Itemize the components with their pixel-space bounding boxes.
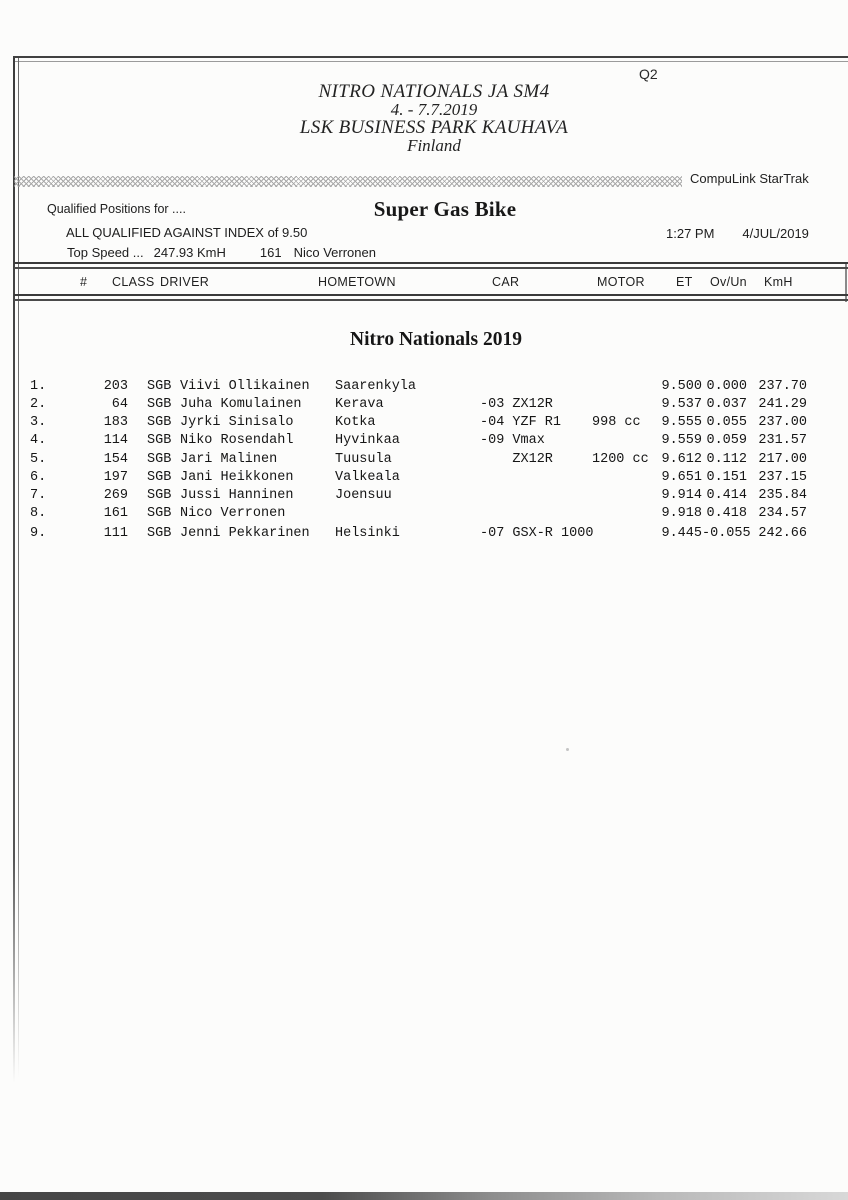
session-label: Q2 [639,66,658,82]
ovun-cell: 0.000 [706,379,747,394]
result-row [0,505,848,523]
et-cell: 9.555 [661,415,702,431]
event-country: Finland [407,136,461,155]
kmh-cell: 237.15 [758,469,807,485]
scan-speck [566,748,569,751]
bike-number-cell: 183 [103,415,128,431]
event-dates: 4. - 7.7.2019 [390,100,478,119]
col-header-number: # [80,275,88,289]
et-cell: 9.537 [661,397,702,413]
print-date: 4/JUL/2019 [742,226,809,241]
class-title: Super Gas Bike [373,197,517,221]
result-row [0,396,848,414]
ovun-cell: 0.418 [706,505,747,521]
kmh-cell: 235.84 [758,487,807,503]
driver-cell: Viivi Ollikainen [180,379,310,394]
rank-cell: 5. [30,451,47,467]
ovun-cell: 0.059 [706,433,747,449]
bike-number-cell: 114 [103,433,128,449]
bike-number-cell: 203 [103,379,128,394]
car-cell: -07 GSX-R 1000 [480,526,594,542]
rank-cell: 9. [30,526,47,542]
class-cell: SGB [147,526,172,542]
hometown-cell: Helsinki [335,526,400,542]
class-cell: SGB [147,487,172,503]
car-cell: -03 ZX12R [480,397,553,413]
separator-hatch-band [14,176,682,187]
event-header [10,82,848,155]
kmh-cell: 237.70 [758,379,807,394]
result-row [0,487,848,505]
class-cell: SGB [147,379,172,394]
class-cell: SGB [147,505,172,521]
ovun-cell: 0.055 [706,415,747,431]
car-cell: ZX12R [480,451,553,467]
driver-cell: Nico Verronen [180,505,286,521]
driver-cell: Jyrki Sinisalo [180,415,294,431]
kmh-cell: 241.29 [758,397,807,413]
rank-cell: 7. [30,487,47,503]
hometown-cell: Kotka [335,415,376,431]
et-cell: 9.918 [661,505,702,521]
rank-cell: 3. [30,415,47,431]
rank-cell: 6. [30,469,47,485]
col-header-motor: MOTOR [597,275,645,289]
index-line: ALL QUALIFIED AGAINST INDEX of 9.50 [66,225,308,240]
table-column-headers [0,275,848,291]
driver-cell: Jari Malinen [180,451,278,467]
ovun-cell: 0.414 [706,487,747,503]
result-row [0,451,848,469]
ovun-cell: -0.055 [702,526,751,542]
hometown-cell: Tuusula [335,451,392,467]
bike-number-cell: 161 [103,505,128,521]
result-row [0,525,848,543]
top-speed-holder-number: 161 [259,245,282,260]
print-datetime [666,226,809,241]
section-title: Nitro Nationals 2019 [350,329,522,350]
col-header-hometown: HOMETOWN [318,275,396,289]
car-cell: -04 YZF R1 [480,415,562,431]
result-row [0,414,848,432]
qualified-positions-label: Qualified Positions for .... [47,202,186,216]
kmh-cell: 234.57 [758,505,807,521]
et-cell: 9.559 [661,433,702,449]
hometown-cell: Joensuu [335,487,392,503]
kmh-cell: 217.00 [758,451,807,467]
col-header-driver: DRIVER [160,275,210,289]
kmh-cell: 231.57 [758,433,807,449]
driver-cell: Jenni Pekkarinen [180,526,310,542]
bike-number-cell: 269 [103,487,128,503]
table-header-bottom-rule [14,294,848,301]
ovun-cell: 0.112 [706,451,747,467]
driver-cell: Jani Heikkonen [180,469,294,485]
driver-cell: Juha Komulainen [180,397,302,413]
driver-cell: Jussi Hanninen [180,487,294,503]
car-cell: -09 Vmax [480,433,545,449]
results-rows [0,378,848,543]
result-row [0,469,848,487]
ovun-cell: 0.151 [706,469,747,485]
page-top-border [13,56,848,62]
bike-number-cell: 64 [111,397,128,413]
top-speed-label: Top Speed ... [67,245,144,260]
col-header-class: CLASS [112,275,155,289]
bike-number-cell: 154 [103,451,128,467]
et-cell: 9.445 [661,526,702,542]
top-speed-line [67,245,376,260]
et-cell: 9.914 [661,487,702,503]
kmh-cell: 237.00 [758,415,807,431]
col-header-ovun: Ov/Un [710,275,747,289]
ovun-cell: 0.037 [706,397,747,413]
bike-number-cell: 111 [103,526,128,542]
hometown-cell: Saarenkyla [335,379,417,394]
scan-bottom-edge [0,1192,848,1200]
top-speed-value: 247.93 KmH [153,245,226,260]
rank-cell: 2. [30,397,47,413]
col-header-kmh: KmH [764,275,793,289]
driver-cell: Niko Rosendahl [180,433,294,449]
result-row [0,378,848,396]
et-cell: 9.500 [661,379,702,394]
hometown-cell: Valkeala [335,469,400,485]
timing-brand: CompuLink StarTrak [690,171,809,186]
et-cell: 9.651 [661,469,702,485]
class-cell: SGB [147,397,172,413]
motor-cell: 998 cc [592,415,641,431]
rank-cell: 1. [30,379,47,394]
hometown-cell: Kerava [335,397,384,413]
et-cell: 9.612 [661,451,702,467]
print-time: 1:27 PM [666,226,715,241]
event-title: NITRO NATIONALS JA SM4 [318,81,550,102]
class-cell: SGB [147,451,172,467]
event-venue: LSK BUSINESS PARK KAUHAVA [299,117,569,138]
class-cell: SGB [147,433,172,449]
class-cell: SGB [147,469,172,485]
kmh-cell: 242.66 [758,526,807,542]
col-header-car: CAR [492,275,520,289]
top-speed-holder-name: Nico Verronen [293,245,376,260]
rank-cell: 4. [30,433,47,449]
motor-cell: 1200 cc [592,451,649,467]
col-header-et: ET [676,275,693,289]
table-header-top-rule [14,262,848,269]
result-row [0,432,848,450]
hometown-cell: Hyvinkaa [335,433,400,449]
rank-cell: 8. [30,505,47,521]
bike-number-cell: 197 [103,469,128,485]
class-cell: SGB [147,415,172,431]
